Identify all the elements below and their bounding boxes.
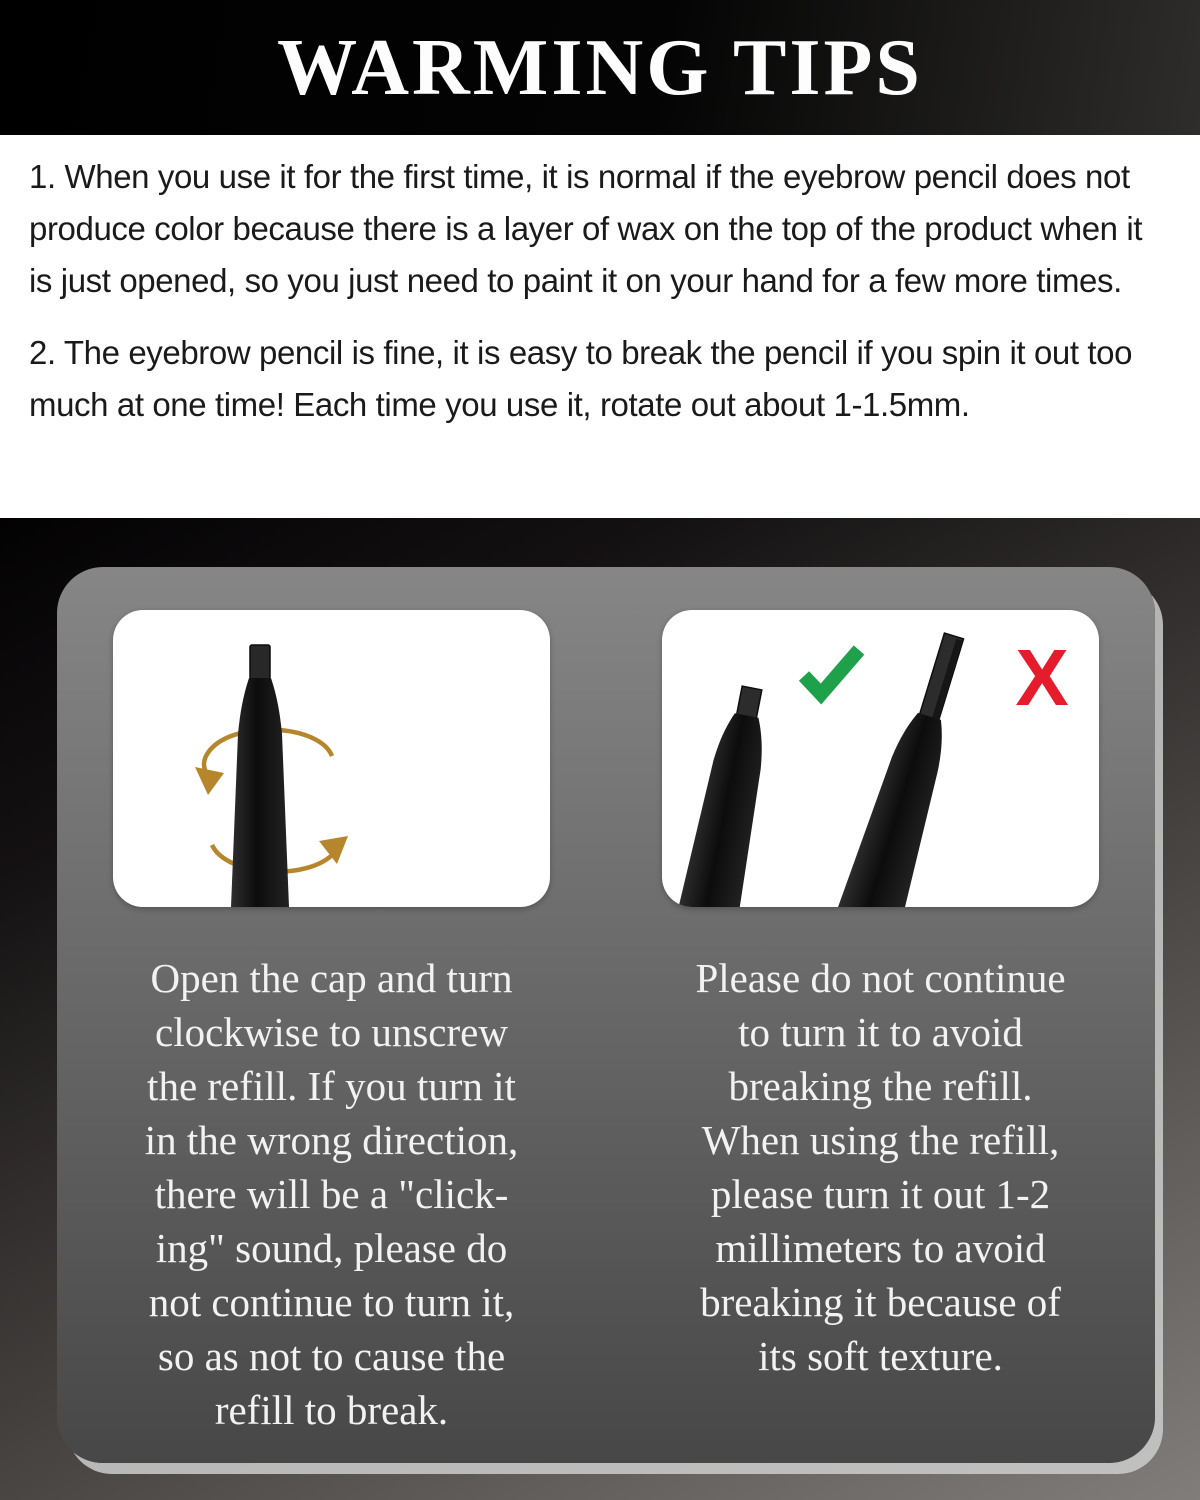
pencil-rotate-illustration	[113, 610, 550, 907]
do-dont-demo-card	[662, 610, 1099, 907]
caption-line: Please do not continue	[695, 955, 1066, 1001]
tip-1-text: 1. When you use it for the first time, it is normal if the eyebrow pencil does not produce color because there is a layer of wax on the top of the product when it is just opened, so you just need to paint it on your hand for a few more times.	[29, 158, 1143, 299]
caption-line: refill to break.	[214, 1387, 449, 1433]
guide-section	[0, 518, 1200, 1500]
caption-line: millimeters to avoid	[715, 1225, 1046, 1271]
pencil-short-tip-icon	[669, 682, 783, 907]
caption-line: clockwise to unscrew	[155, 1009, 508, 1055]
caption-line: please turn it out 1-2	[710, 1171, 1051, 1217]
caption-line: Open the cap and turn	[150, 955, 513, 1001]
guide-left-column	[57, 610, 606, 1463]
page-title: WARMING TIPS	[277, 23, 923, 112]
intro-section	[0, 135, 1200, 518]
eyebrow-pencil-icon	[231, 645, 289, 907]
caption-line: there will be a "click-	[154, 1171, 509, 1217]
caption-line: breaking it because of	[700, 1279, 1061, 1325]
caption-line: the refill. If you turn it	[147, 1063, 516, 1109]
pencil-long-tip-icon	[836, 627, 987, 907]
check-icon	[804, 650, 859, 694]
cross-icon: X	[1015, 633, 1069, 722]
caption-line: not continue to turn it,	[148, 1279, 515, 1325]
caption-line: so as not to cause the	[157, 1333, 506, 1379]
left-caption	[145, 951, 518, 1437]
guide-panel	[57, 567, 1155, 1463]
caption-line: breaking the refill.	[728, 1063, 1033, 1109]
caption-line: to turn it to avoid	[738, 1009, 1023, 1055]
caption-line: its soft texture.	[758, 1333, 1003, 1379]
caption-line: ing" sound, please do	[155, 1225, 508, 1271]
guide-right-column	[606, 610, 1155, 1463]
caption-line: When using the refill,	[701, 1117, 1060, 1163]
pencil-length-illustration	[662, 610, 1099, 907]
right-caption	[695, 951, 1065, 1383]
caption-line: in the wrong direction,	[144, 1117, 519, 1163]
rotate-demo-card	[113, 610, 550, 907]
tip-2-text: 2. The eyebrow pencil is fine, it is easy to break the pencil if you spin it out too much at one time! Each time you use it, rotate out about 1-1.5mm.	[29, 334, 1133, 423]
header-band	[0, 0, 1200, 135]
